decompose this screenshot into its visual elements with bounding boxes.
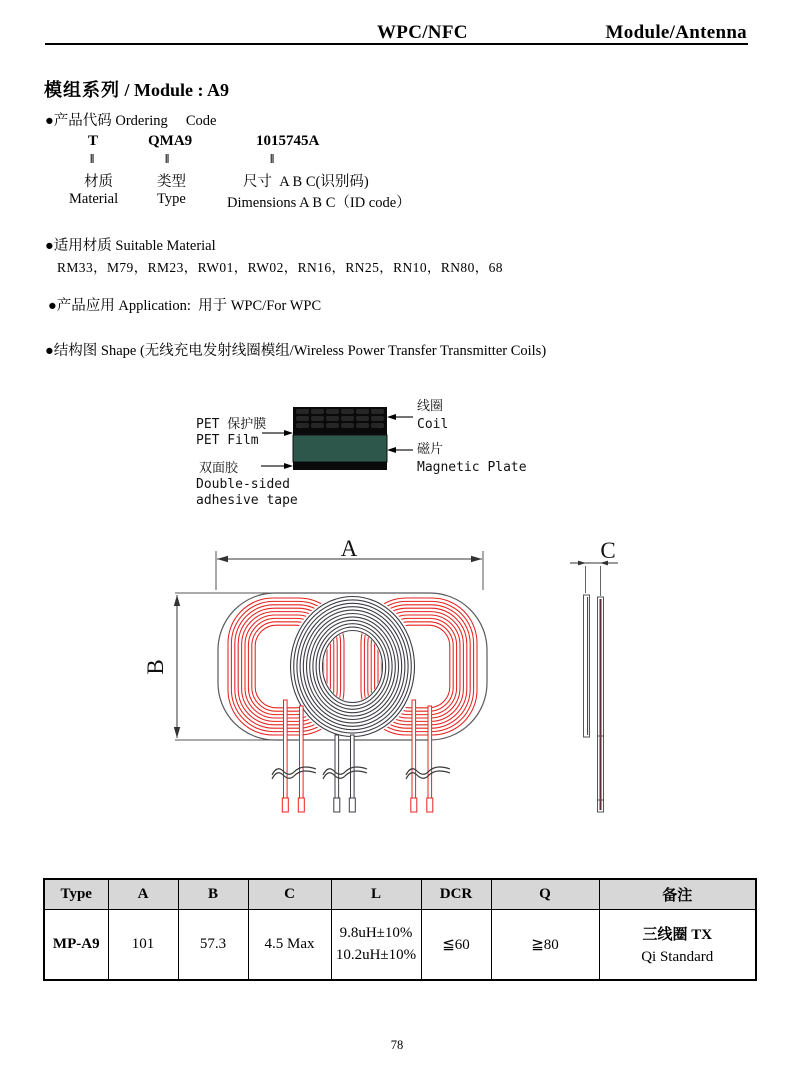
magnet-arrow <box>387 447 413 453</box>
shape-heading: ●结构图 Shape (无线充电发射线圈模组/Wireless Power Transfer Transmitter Coils) <box>45 343 547 359</box>
ordering-cn-type: 类型 <box>157 174 186 190</box>
cell-b: 57.3 <box>178 910 248 981</box>
cell-l-line2: 10.2uH±10% <box>335 947 417 963</box>
ordering-code-material: T <box>88 133 99 149</box>
black-coil-backing <box>288 595 418 739</box>
page-number: 78 <box>390 1038 404 1052</box>
cell-note-line2: Qi Standard <box>641 949 714 965</box>
tape-arrow <box>261 463 293 469</box>
dimension-b-label: B <box>143 659 168 675</box>
coil-arrow <box>387 414 413 420</box>
header-rule <box>45 43 748 45</box>
pet-film-arrow <box>262 430 293 436</box>
coil-label-cn: 线圈 <box>417 399 444 414</box>
pet-film-label-cn: PET 保护膜 <box>196 417 267 432</box>
pet-film-label-en: PET Film <box>196 433 259 448</box>
cell-a: 101 <box>108 910 178 981</box>
dimension-c-label: C <box>600 538 616 563</box>
magnet-label-cn: 磁片 <box>417 442 444 457</box>
coil-dimension-drawing <box>143 535 650 860</box>
col-header-b: B <box>178 879 248 910</box>
col-header-a: A <box>108 879 178 910</box>
cell-note-line1: 三线圈 TX <box>642 927 713 943</box>
ordering-en-material: Material <box>69 191 119 207</box>
tape-label-cn: 双面胶 <box>199 461 239 476</box>
suitable-material-list: RM33，M79，RM23，RW01，RW02，RN16，RN25，RN10，RN80，68 <box>57 260 503 275</box>
side-view <box>570 561 618 812</box>
col-header-type: Type <box>44 879 108 910</box>
wire-break-marks <box>272 767 450 779</box>
magnet-label-en: Magnetic Plate <box>417 460 527 475</box>
cell-q: ≧80 <box>491 910 599 981</box>
cell-c: 4.5 Max <box>248 910 331 981</box>
spec-table-header-row <box>44 879 756 910</box>
coil-layer <box>293 407 387 435</box>
cell-type: MP-A9 <box>44 910 108 981</box>
header-category: Module/Antenna <box>605 22 747 43</box>
col-header-note: 备注 <box>599 879 756 910</box>
ordering-tick-3: ‖ <box>270 151 274 166</box>
tape-label-en2: adhesive tape <box>196 493 298 508</box>
tape-layer <box>293 462 387 470</box>
spec-table-data-row <box>44 910 756 981</box>
spec-table <box>43 878 757 981</box>
cell-l <box>331 910 421 981</box>
tape-label-en1: Double-sided <box>196 477 290 492</box>
ordering-tick-2: ‖ <box>165 151 169 166</box>
cell-dcr: ≦60 <box>421 910 491 981</box>
ordering-code-id: 1015745A <box>256 133 320 149</box>
coil-label-en: Coil <box>417 417 449 432</box>
header-product-line: WPC/NFC <box>377 22 468 43</box>
col-header-dcr: DCR <box>421 879 491 910</box>
page-title <box>44 76 229 102</box>
page-title-en: / Module : A9 <box>120 80 230 100</box>
suitable-material-heading: ●适用材质 Suitable Material <box>45 238 216 254</box>
cell-l-line1: 9.8uH±10% <box>339 925 413 941</box>
col-header-l: L <box>331 879 421 910</box>
ordering-code-type: QMA9 <box>148 133 193 149</box>
ordering-en-dimensions: Dimensions A B C（ID code） <box>227 195 411 211</box>
col-header-q: Q <box>491 879 599 910</box>
ordering-cn-dimensions: 尺寸 A B C(识别码) <box>243 174 369 190</box>
ordering-en-type: Type <box>157 191 186 207</box>
ordering-cn-material: 材质 <box>84 174 113 190</box>
cell-note <box>599 910 756 981</box>
page-title-cn: 模组系列 <box>44 80 120 100</box>
layer-stack-diagram <box>150 395 560 520</box>
magnetic-plate-layer <box>293 435 387 462</box>
application-heading: ●产品应用 Application: 用于 WPC/For WPC <box>48 298 322 314</box>
dimension-a-label: A <box>340 536 358 561</box>
ordering-tick-1: ‖ <box>90 151 94 166</box>
ordering-heading: ●产品代码 Ordering Code <box>45 113 217 129</box>
col-header-c: C <box>248 879 331 910</box>
